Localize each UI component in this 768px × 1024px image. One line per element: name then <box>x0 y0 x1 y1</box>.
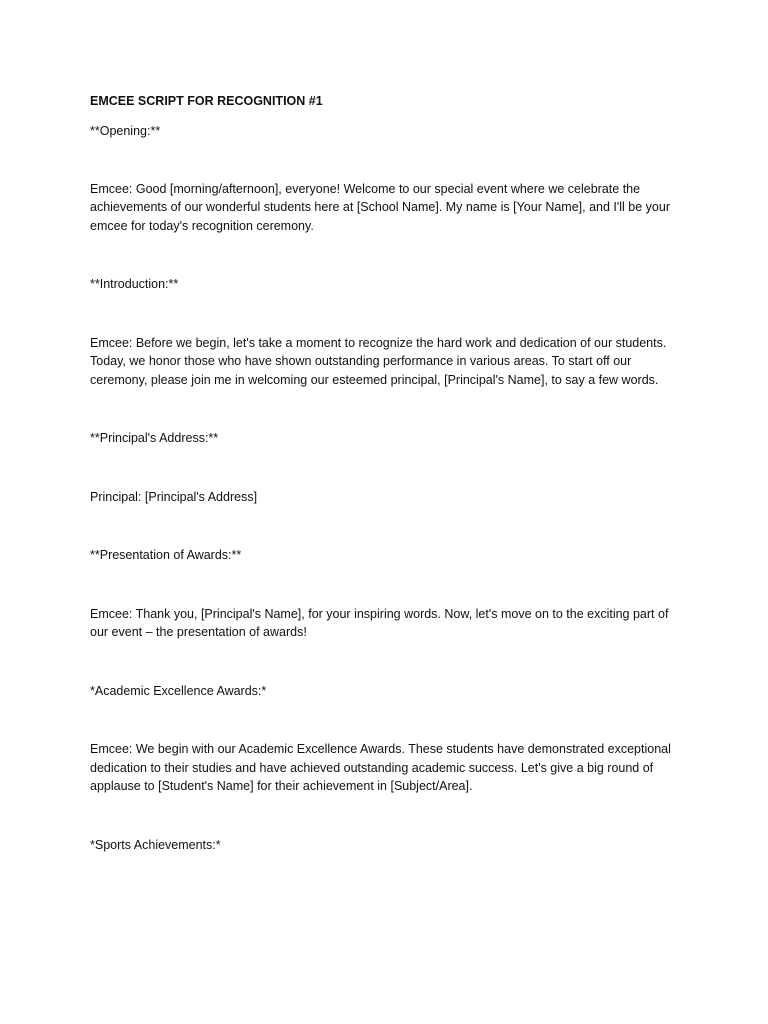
document-page <box>90 92 682 854</box>
awards-heading: **Presentation of Awards:** <box>90 548 242 562</box>
principal-text: Principal: [Principal's Address] <box>90 489 258 504</box>
awards-text: Emcee: Thank you, [Principal's Name], for your inspiring words. Now, let's move on to the exciting part of our event – the presentation of awards! <box>90 606 669 639</box>
introduction-heading: **Introduction:** <box>90 277 179 291</box>
opening-heading: **Opening:** <box>90 124 161 138</box>
academic-text: Emcee: We begin with our Academic Excellence Awards. These students have demonstrated exceptional dedication to their studies and have achieved outstanding academic success. Let's give a big round of applause to [Student's Name] for their achievement in [Subject/Area]. <box>90 742 671 793</box>
sports-heading: *Sports Achievements:* <box>90 837 221 852</box>
introduction-text: Emcee: Before we begin, let's take a moment to recognize the hard work and dedication of our students. Today, we honor those who have shown outstanding performance in various areas. To start off our ceremony, please join me in welcoming our esteemed principal, [Principal's Name], to say a few words. <box>90 335 667 387</box>
academic-heading: *Academic Excellence Awards:* <box>90 683 267 698</box>
document-title: EMCEE SCRIPT FOR RECOGNITION #1 <box>90 94 323 108</box>
opening-text: Emcee: Good [morning/afternoon], everyone! Welcome to our special event where we celebrate the achievements of our wonderful students here at [School Name]. My name is [Your Name], and I'll be your emcee for today's recognition ceremony. <box>90 181 670 233</box>
principal-heading: **Principal's Address:** <box>90 431 219 445</box>
